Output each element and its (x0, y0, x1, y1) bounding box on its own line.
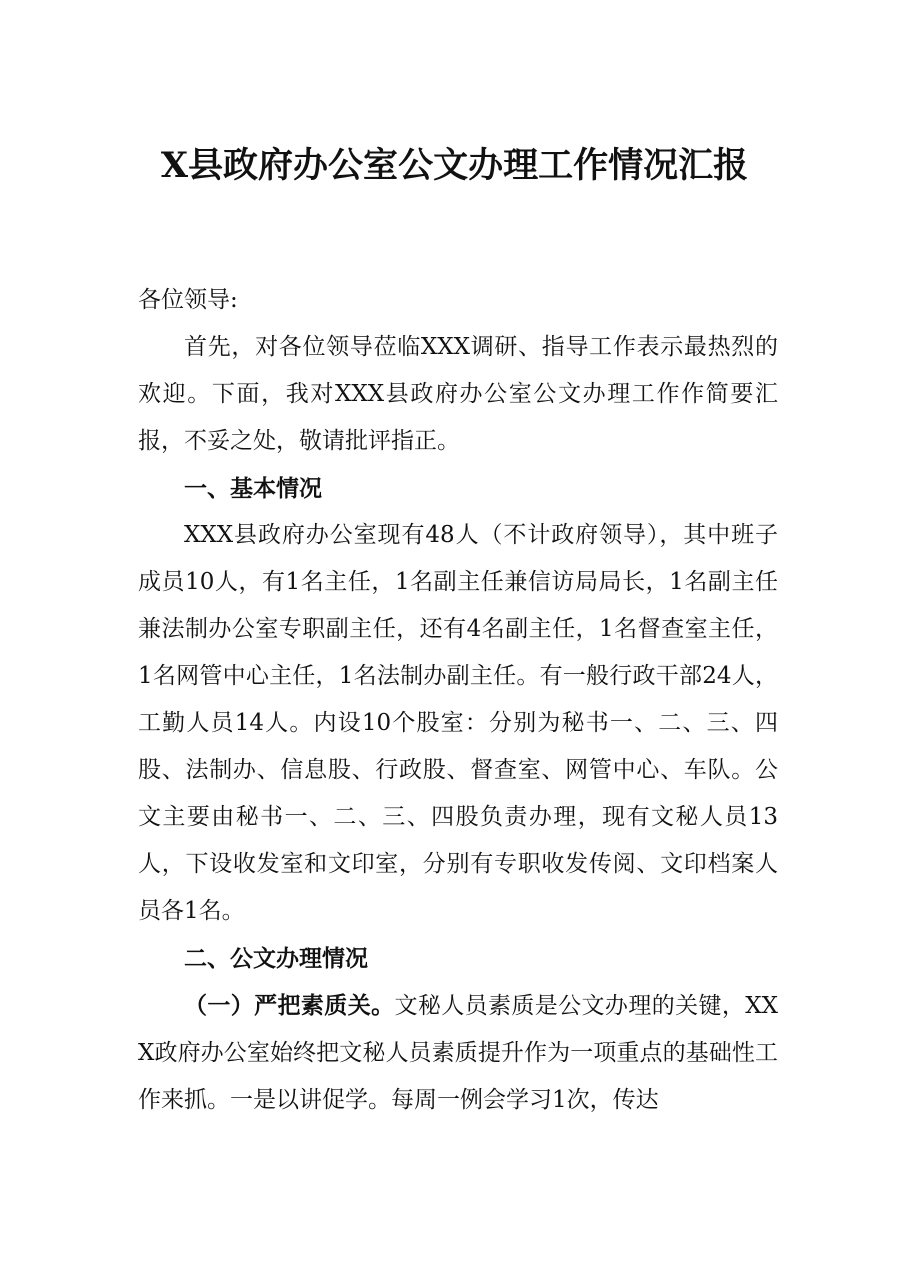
quality-control-lead: （一）严把素质关。 (184, 992, 395, 1019)
section-heading-document-handling: 二、公文办理情况 (184, 945, 368, 972)
document-title: X县政府办公室公文办理工作情况汇报 (160, 145, 749, 186)
document-body (138, 277, 778, 1124)
intro-paragraph: 首先，对各位领导莅临XXX调研、指导工作表示最热烈的欢迎。下面，我对XXX县政府办公室公文办理工作作简要汇报，不妥之处，敬请批评指正。 (138, 334, 778, 454)
quality-control-text: 文秘人员素质是公文办理的关键，XXX政府办公室始终把文秘人员素质提升作为一项重点的基础性工作来抓。一是以讲促学。每周一例会学习1次，传达 (138, 993, 778, 1113)
quality-control-paragraph (138, 982, 778, 1124)
salutation: 各位领导: (138, 287, 238, 313)
section-heading-basic-info: 一、基本情况 (184, 475, 322, 502)
basic-info-paragraph: XXX县政府办公室现有48人（不计政府领导），其中班子成员10人，有1名主任，1名副主任兼信访局局长，1名副主任兼法制办公室专职副主任，还有4名副主任，1名督查室主任，1名网管中心主任，1名法制办副主任。有一般行政干部24人，工勤人员14人。内设10个股室：分别为秘书一、二、三、四股、法制办、信息股、行政股、督查室、网管中心、车队。公文主要由秘书一、二、三、四股负责办理，现有文秘人员13人，下设收发室和文印室，分别有专职收发传阅、文印档案人员各1名。 (138, 522, 778, 924)
